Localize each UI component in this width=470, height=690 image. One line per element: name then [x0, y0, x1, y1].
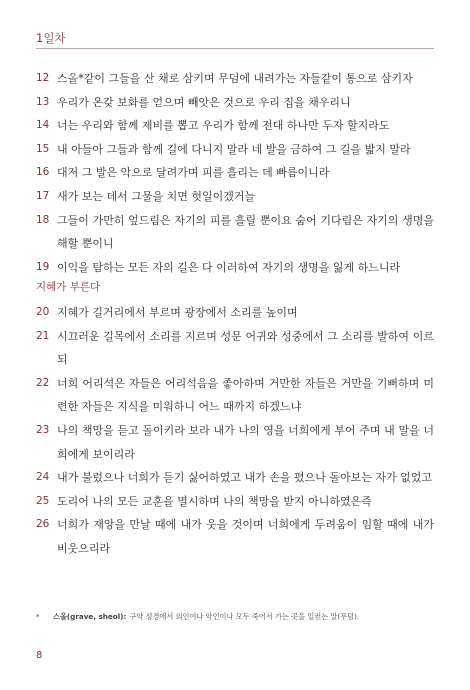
header-divider — [36, 48, 434, 49]
verse-number: 15 — [36, 142, 50, 155]
verse — [36, 325, 434, 372]
verse — [36, 91, 434, 115]
verse-text: 새가 보는 데서 그물을 치면 헛일이겠거늘 — [57, 189, 256, 203]
verse — [36, 466, 434, 490]
verse-number: 21 — [36, 329, 50, 342]
verse-text: 대저 그 발은 악으로 달려가며 피를 흘리는 데 빠름이니라 — [57, 166, 330, 180]
verse-number: 14 — [36, 119, 50, 132]
verse — [36, 209, 434, 256]
verse-number: 24 — [36, 471, 50, 484]
verse-text: 도리어 나의 모든 교훈을 멸시하며 나의 책망을 받지 아니하였은즉 — [57, 494, 372, 508]
chapter-tab: 1일차 — [36, 31, 66, 45]
verse — [36, 67, 434, 91]
verse — [36, 161, 434, 185]
verse-text: 너희가 재앙을 만날 때에 내가 웃을 것이며 너희에게 두려움이 임할 때에 내가 비웃으리라 — [57, 518, 434, 555]
verse-number: 20 — [36, 306, 50, 318]
verse-text: 나의 책망을 듣고 돌이키라 보라 내가 나의 영을 너희에게 부어 주며 내 말을 너희에게 보이리라 — [57, 423, 434, 461]
footnote — [36, 612, 434, 622]
footnote-mark: * — [36, 612, 40, 621]
verse-number: 12 — [36, 72, 50, 84]
verse — [36, 185, 434, 209]
verse — [36, 114, 434, 138]
verse-number: 18 — [36, 213, 50, 226]
verse — [36, 372, 434, 419]
footnote-term: 스올(grave, sheol): — [53, 612, 127, 621]
verse-list-section-1 — [36, 67, 434, 279]
verse-number: 16 — [36, 166, 50, 179]
verse — [36, 419, 434, 466]
verse-text: 지혜가 길거리에서 부르며 광장에서 소리를 높이며 — [57, 306, 298, 319]
section-heading: 지혜가 부른다 — [36, 281, 101, 293]
verse-text: 너희 어리석은 자들은 어리석음을 좋아하며 거만한 자들은 거만을 기뻐하며 미련한 자들은 지식을 미워하니 어느 때까지 하겠느냐 — [57, 376, 434, 414]
verse-number: 26 — [36, 518, 50, 531]
footnote-text: 구약 성경에서 의인이나 악인이나 모두 죽어서 가는 곳을 일컫는 말(무덤). — [129, 612, 360, 621]
verse-number: 22 — [36, 376, 50, 389]
verse-number: 13 — [36, 95, 50, 108]
verse — [36, 301, 434, 325]
verse — [36, 490, 434, 514]
verse — [36, 513, 434, 560]
verse-text: 너는 우리와 함께 제비를 뽑고 우리가 함께 전대 하나만 두자 할지라도 — [57, 119, 390, 133]
verse-text: 내 아들아 그들과 함께 길에 다니지 말라 네 발을 금하여 그 길을 밟지 말라 — [57, 142, 411, 156]
verse-number: 25 — [36, 494, 50, 507]
verse-number: 23 — [36, 423, 50, 436]
verse-text: 스올*같이 그들을 산 채로 삼키며 무덤에 내려가는 자들같이 통으로 삼키자 — [57, 72, 413, 85]
verse — [36, 138, 434, 162]
verse-number: 17 — [36, 189, 50, 202]
verse-text: 우리가 온갖 보화를 얻으며 빼앗은 것으로 우리 집을 채우리니 — [57, 95, 351, 109]
verse-text: 그들이 가만히 엎드림은 자기의 피를 흘릴 뿐이요 숨어 기다림은 자기의 생명을 해할 뿐이니 — [57, 213, 434, 251]
verse-list-section-2 — [36, 301, 434, 561]
verse — [36, 256, 434, 280]
verse-number: 19 — [36, 260, 50, 273]
verse-text: 내가 불렀으나 너희가 듣기 싫어하였고 내가 손을 폈으나 돌아보는 자가 없었고 — [57, 471, 432, 485]
verse-text: 시끄러운 길목에서 소리를 지르며 성문 어귀와 성중에서 그 소리를 발하여 이르되 — [57, 329, 434, 367]
verse-text: 이익을 탐하는 모든 자의 길은 다 이러하여 자기의 생명을 잃게 하느니라 — [57, 260, 401, 274]
page-number: 8 — [36, 650, 43, 661]
